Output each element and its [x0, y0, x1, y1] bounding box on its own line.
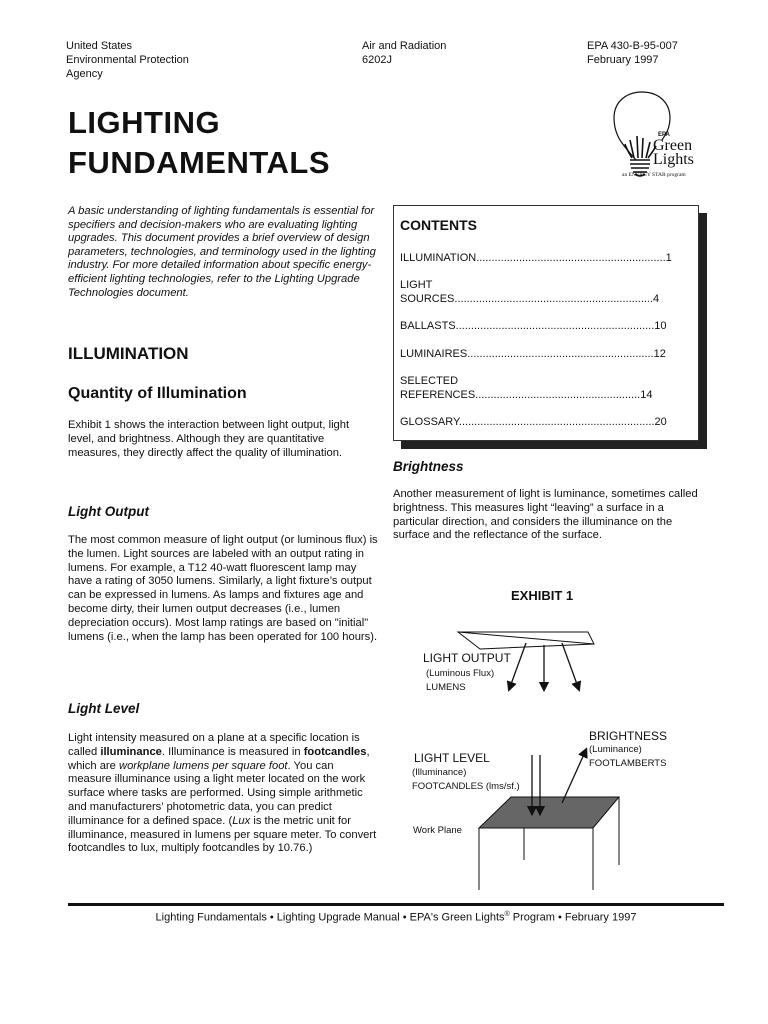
toc-item-ballasts[interactable]: BALLASTS.................................................................10: [400, 320, 667, 332]
illumination-heading: ILLUMINATION: [68, 344, 189, 363]
title-line-2: FUNDAMENTALS: [68, 145, 331, 180]
illumination-paragraph: Exhibit 1 shows the interaction between light output, light level, and brightness. Although they are quantitative measures, they directly affect the quality of illumination.: [68, 419, 350, 459]
title-line-1: LIGHTING: [68, 105, 221, 140]
brightness-arrow: [562, 752, 585, 803]
quantity-heading: Quantity of Illumination: [68, 385, 247, 402]
work-plane: [479, 797, 619, 828]
toc-item-illumination[interactable]: ILLUMINATION..............................................................1: [400, 252, 672, 264]
doc-date: February 1997: [587, 54, 659, 66]
office-block: [362, 39, 446, 67]
office-line: Air and Radiation: [362, 40, 447, 52]
brightness-paragraph: Another measurement of light is luminance, sometimes called brightness. This measures light “leaving” a surface in a particular direction, and considers the illuminance on the surface and the reflectance of the surface.: [393, 488, 698, 542]
logo-tagline: an ENERGY STAR program: [622, 172, 686, 178]
text-run: Light intensity measured on a plane at a specific location is called: [68, 732, 360, 758]
output-arrow: [562, 643, 578, 687]
intro-paragraph: A basic understanding of lighting fundamentals is essential for specifiers and decision-makers who are evaluating lighting upgrades. This document provides a brief overview of design parameters, technologies, and terminology used in the lighting industry. For more detailed information about specific energy-efficient lighting technologies, refer to the Lighting Upgrade Technologies document.: [68, 205, 376, 299]
exhibit-title: EXHIBIT 1: [511, 588, 574, 603]
brightness-heading: Brightness: [393, 459, 464, 474]
registered-mark: ®: [504, 911, 510, 918]
toc-item-selected[interactable]: SELECTED: [400, 375, 459, 387]
doc-number: EPA 430-B-95-007: [587, 40, 678, 52]
footer-text: Program • February 1997: [509, 911, 637, 924]
agency-line: United States: [66, 40, 133, 52]
office-line: 6202J: [362, 54, 392, 66]
text-run: is the metric unit for illuminance, measured in lumens per square meter. To convert footcandles to lux, multiply footcandles by 10.76.): [68, 814, 377, 855]
label-work-plane: Work Plane: [413, 825, 462, 836]
toc-item-references[interactable]: REFERENCES......................................................14: [400, 389, 653, 401]
light-output-heading: Light Output: [68, 504, 149, 519]
toc-item-luminaires[interactable]: LUMINAIRES.............................................................12: [400, 348, 666, 360]
footer-text: Lighting Fundamentals • Lighting Upgrade Manual • EPA's Green Lights: [155, 911, 505, 924]
text-run: . You can measure illuminance using a light meter located on the work surface where tasks are performed. Using simple arithmetic and manufacturers’ photometric data, you can predict illuminance for a defined space. (: [68, 759, 366, 827]
logo-lights: Lights: [653, 151, 694, 168]
footer-rule: [68, 903, 724, 906]
agency-line: Agency: [66, 68, 103, 80]
label-footcandles: FOOTCANDLES (lms/sf.): [412, 781, 520, 792]
label-light-level: LIGHT LEVEL: [414, 751, 490, 765]
text-run: . Illuminance is measured in: [161, 745, 304, 758]
logo-green: Green: [653, 137, 693, 154]
light-fixture: [458, 632, 594, 649]
output-arrow: [510, 643, 526, 687]
label-illuminance: (Illuminance): [412, 767, 467, 778]
doc-info-block: [587, 39, 678, 67]
page-title: [68, 103, 330, 183]
term-workplane-lumens: workplane lumens per square foot: [119, 759, 288, 772]
label-lumens: LUMENS: [426, 682, 466, 693]
green-lights-logo: [608, 88, 708, 183]
agency-block: [66, 39, 189, 81]
logo-epa: EPA: [658, 132, 670, 138]
term-footcandles: footcandles: [303, 745, 367, 758]
label-luminous-flux: (Luminous Flux): [426, 668, 495, 679]
text-run: , which are: [68, 745, 370, 772]
toc-item-light[interactable]: LIGHT: [400, 279, 433, 291]
agency-line: Environmental Protection: [66, 54, 189, 66]
light-output-paragraph: The most common measure of light output (or luminous flux) is the lumen. Light sources are labeled with an output rating in lumens. For example, a T12 40-watt fluorescent lamp may have a rating of 3050 lumens. Similarly, a light fixture’s output can be expressed in lumens. As lamps and fixtures age and become dirty, their lumen output decreases (i.e., lumen depreciation occurs). Most lamp ratings are based on "initial" lumens (i.e., when the lamp has been operated for 100 hours).: [68, 534, 378, 643]
light-level-heading: Light Level: [68, 701, 140, 716]
label-light-output: LIGHT OUTPUT: [423, 651, 511, 665]
term-lux: Lux: [232, 814, 251, 827]
contents-title: CONTENTS: [400, 217, 477, 233]
label-luminance: (Luminance): [589, 744, 642, 755]
light-level-paragraph: [68, 732, 378, 856]
page-footer: [68, 911, 724, 924]
term-illuminance: illuminance: [100, 745, 162, 758]
toc-item-glossary[interactable]: GLOSSARY................................................................20: [400, 416, 667, 428]
label-brightness: BRIGHTNESS: [589, 729, 668, 743]
toc-item-sources[interactable]: SOURCES.................................................................4: [400, 293, 660, 305]
label-footlamberts: FOOTLAMBERTS: [589, 758, 667, 769]
contents-box: [393, 205, 699, 441]
